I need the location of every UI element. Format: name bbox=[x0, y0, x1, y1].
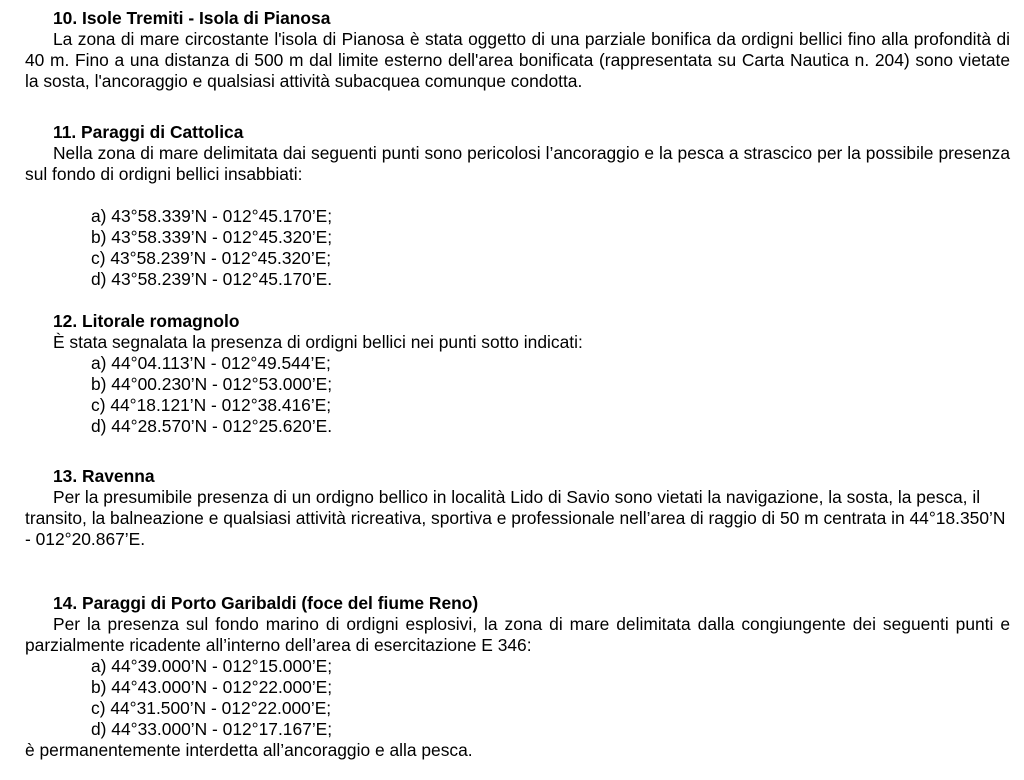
section-closing: è permanentemente interdetta all’ancoraggio e alla pesca. bbox=[25, 740, 473, 760]
coordinate-point: d) 43°58.239’N - 012°45.170’E. bbox=[91, 269, 333, 289]
section-heading: 10. Isole Tremiti - Isola di Pianosa bbox=[53, 8, 331, 28]
section-14-porto-garibaldi bbox=[25, 593, 1010, 761]
section-heading: 11. Paraggi di Cattolica bbox=[53, 122, 244, 142]
coordinate-point: a) 44°04.113’N - 012°49.544’E; bbox=[91, 353, 331, 373]
coordinate-point: d) 44°28.570’N - 012°25.620’E. bbox=[91, 416, 333, 436]
section-11-paraggi-di-cattolica bbox=[25, 122, 1010, 290]
coordinate-point: b) 44°43.000’N - 012°22.000’E; bbox=[91, 677, 333, 697]
section-10-isole-tremiti bbox=[25, 8, 1010, 92]
coordinate-point: d) 44°33.000’N - 012°17.167’E; bbox=[91, 719, 333, 739]
section-12-litorale-romagnolo bbox=[25, 311, 1010, 437]
section-13-ravenna bbox=[25, 466, 1010, 550]
section-body: Nella zona di mare delimitata dai seguenti punti sono pericolosi l’ancoraggio e la pesca a strascico per la possibile presenza sul fondo di ordigni bellici insabbiati: bbox=[25, 143, 1010, 184]
coordinate-point: c) 44°18.121’N - 012°38.416’E; bbox=[91, 395, 332, 415]
coordinate-list bbox=[25, 353, 1010, 437]
coordinate-point: b) 43°58.339’N - 012°45.320’E; bbox=[91, 227, 333, 247]
coordinate-list bbox=[25, 656, 1010, 740]
coordinate-point: b) 44°00.230’N - 012°53.000’E; bbox=[91, 374, 333, 394]
coordinate-point: c) 43°58.239’N - 012°45.320’E; bbox=[91, 248, 332, 268]
section-heading: 13. Ravenna bbox=[53, 466, 155, 486]
section-body: La zona di mare circostante l'isola di Pianosa è stata oggetto di una parziale bonifica da ordigni bellici fino alla profondità di 40 m. Fino a una distanza di 500 m dal limite esterno dell'area bonificata (rappresentata su Carta Nautica n. 204) sono vietate la sosta, l'ancoraggio e qualsiasi attività subacquea comunque condotta. bbox=[25, 29, 1010, 91]
coordinate-list bbox=[25, 206, 1010, 290]
section-heading: 14. Paraggi di Porto Garibaldi (foce del fiume Reno) bbox=[53, 593, 479, 613]
coordinate-point: a) 44°39.000’N - 012°15.000’E; bbox=[91, 656, 333, 676]
section-heading: 12. Litorale romagnolo bbox=[53, 311, 240, 331]
coordinate-point: c) 44°31.500’N - 012°22.000’E; bbox=[91, 698, 332, 718]
section-body: È stata segnalata la presenza di ordigni bellici nei punti sotto indicati: bbox=[53, 332, 583, 352]
section-body: Per la presenza sul fondo marino di ordigni esplosivi, la zona di mare delimitata dalla congiungente dei seguenti punti e parzialmente ricadente all’interno dell’area di esercitazione E 346: bbox=[25, 614, 1010, 655]
coordinate-point: a) 43°58.339’N - 012°45.170’E; bbox=[91, 206, 333, 226]
section-body: Per la presumibile presenza di un ordigno bellico in località Lido di Savio sono vietati la navigazione, la sosta, la pesca, il transito, la balneazione e qualsiasi attività ricreativa, sportiva e professionale nell’area di raggio di 50 m centrata in 44°18.350’N - 012°20.867’E. bbox=[25, 487, 1006, 549]
